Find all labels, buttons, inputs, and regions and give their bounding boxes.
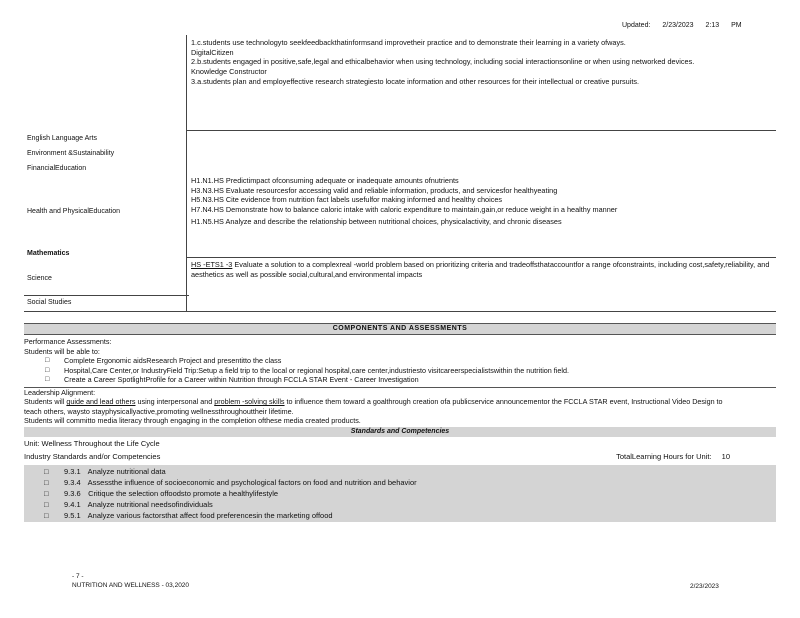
checkbox-icon: □ <box>44 489 49 499</box>
standard-code: 9.3.6 <box>64 489 81 499</box>
tech-heading-digital-citizen: DigitalCitizen <box>191 47 234 57</box>
components-section <box>24 323 776 522</box>
health-standard-h1n1: H1.N1.HS Predictimpact ofconsuming adequate or inadequate amounts ofnutrients <box>191 176 459 185</box>
updated-label: Updated: <box>622 22 651 29</box>
standard-code: 9.4.1 <box>64 500 81 510</box>
checkbox-icon: □ <box>44 500 49 510</box>
health-standard-h7n4: H7.N4.HS Demonstrate how to balance caloric intake with caloric expenditure to maintain,gain,or reduce weight in a healthy manner <box>191 204 618 214</box>
industry-standards-list <box>24 465 776 522</box>
checkbox-icon: □ <box>44 478 49 488</box>
industry-heading: Industry Standards and/or Competencies <box>24 452 161 462</box>
total-hours <box>616 452 730 462</box>
updated-date: 2/23/2023 <box>662 22 694 29</box>
standard-text: Analyze nutritional data <box>87 467 166 477</box>
standard-code: 9.3.1 <box>64 467 81 477</box>
table-row-divider <box>24 295 189 296</box>
subject-science: Science <box>27 275 52 282</box>
science-standard-code: HS -ETS1 -3 <box>191 260 233 269</box>
checkbox-icon: □ <box>45 366 50 374</box>
health-standards-cell <box>191 176 771 226</box>
unit-name: Wellness Throughout the Life Cycle <box>41 438 160 448</box>
list-item <box>24 510 776 521</box>
page-number: - 7 - <box>72 573 84 580</box>
list-item <box>24 366 776 376</box>
tech-standard-1c: 1.c.students use technologyto seekfeedbackthatinformsand improvetheir practice and to demonstrate their learning in a variety ofways. <box>191 38 626 47</box>
tech-standards-cell <box>191 38 771 86</box>
subject-english: English Language Arts <box>27 135 98 142</box>
tech-heading-knowledge-constructor: Knowledge Constructor <box>191 66 267 76</box>
science-standard <box>191 260 771 279</box>
standard-code: 9.5.1 <box>64 511 81 521</box>
standard-text: Analyze nutritional needsofindividuals <box>87 500 213 510</box>
tech-standard-3a: 3.a.students plan and employeffective research strategiesto locate information and other resources for their intellectual or creative pursuits. <box>191 76 640 86</box>
list-item <box>24 477 776 488</box>
subject-mathematics: Mathematics <box>27 250 70 257</box>
subject-environment: Environment &Sustainability <box>27 150 115 157</box>
components-bar: COMPONENTS AND ASSESSMENTS <box>24 323 776 335</box>
industry-header <box>24 452 776 462</box>
table-column-divider <box>186 35 187 311</box>
updated-ampm: PM <box>731 22 742 29</box>
checkbox-icon: □ <box>45 357 50 364</box>
performance-heading: Performance Assessments: <box>24 337 112 346</box>
checkbox-icon: □ <box>44 511 49 521</box>
standard-text: Assessthe influence of socioeconomic and psychological factors on food and nutrition and behavior <box>87 478 417 488</box>
media-literacy-line: Students will committo media literacy through engaging in the completion ofthese media created products. <box>24 416 361 425</box>
subject-social-studies: Social Studies <box>27 299 72 306</box>
updated-stamp <box>622 21 752 30</box>
tech-standard-2b: 2.b.students engaged in positive,safe,legal and ethicalbehavior when using technology, including social interactionsonline or when using networked devices. <box>191 57 695 67</box>
updated-time: 2:13 <box>705 22 720 29</box>
subject-financial: FinancialEducation <box>27 165 87 172</box>
health-standard-h3n3: H3.N3.HS Evaluate resourcesfor accessing valid and reliable information, products, and servicesfor healthyeating <box>191 185 558 195</box>
leadership-text-mid: using interpersonal and <box>135 397 215 406</box>
bullet-text: Complete Ergonomic aidsResearch Project and presentitto the class <box>64 356 282 365</box>
health-standard-h1n5: H1.N5.HS Analyze and describe the relationship between nutritional choices, physicalactivity, and chronic diseases <box>191 216 562 226</box>
table-bottom-border <box>24 311 776 312</box>
unit-label: Unit: <box>24 438 40 448</box>
unit-line <box>24 439 776 449</box>
checkbox-icon: □ <box>45 376 50 383</box>
list-item <box>24 466 776 477</box>
total-hours-value: 10 <box>721 452 730 462</box>
leadership-text <box>24 397 724 416</box>
standard-text: Critique the selection offoodsto promote a healthylifestyle <box>88 489 279 499</box>
standards-competencies-bar: Standards and Competencies <box>24 427 776 437</box>
bullet-text: Hospital,Care Center,or IndustryField Trip:Setup a field trip to the local or regional hospital,care center,industriesto visitcareerspecialistswithin the nutrition field. <box>64 365 569 375</box>
science-standard-text: Evaluate a solution to a complexreal -world problem based on prioritizing criteria and tradeoffsthataccountfor a range ofconstraints, including cost,safety,reliability, and aesthetics as well as possible social,cultural,and environmental impacts <box>191 260 770 279</box>
math-cell-divider <box>187 257 776 258</box>
standard-code: 9.3.4 <box>64 478 81 488</box>
leadership-skill-guide: guide and lead others <box>66 397 136 406</box>
total-hours-label: TotalLearning Hours for Unit: <box>616 452 712 462</box>
standard-text: Analyze various factorsthat affect food preferencesin the marketing offood <box>87 511 333 521</box>
health-standard-h5n3: H5.N3.HS Cite evidence from nutrition fact labels usefulfor making informed and healthy choices <box>191 195 503 205</box>
list-item <box>24 488 776 499</box>
subject-health: Health and PhysicalEducation <box>27 208 121 215</box>
tech-cell-divider <box>187 130 776 131</box>
bullet-text: Create a Career SpotlightProfile for a Career within Nutrition through FCCLA STAR Event - Career Investigation <box>64 375 419 384</box>
leadership-heading: Leadership Alignment: <box>24 387 96 397</box>
students-able-line: Students will be able to: <box>24 346 100 356</box>
list-item <box>24 499 776 510</box>
leadership-text-post: to influence them toward a goalthrough creation ofa publicservice announcementor the FCCLA STAR event, Instructional Video Design to teach others, waysto stayphysicallyactive,promoting wellnessthroughouttheir lifetime. <box>24 397 723 416</box>
list-item <box>24 375 776 385</box>
page-footer <box>72 573 189 591</box>
list-item <box>24 356 776 366</box>
leadership-skill-problem-solving: problem -solving skills <box>214 397 285 406</box>
checkbox-icon: □ <box>44 467 49 477</box>
science-standards-cell <box>191 260 771 279</box>
course-title: NUTRITION AND WELLNESS - 03,2020 <box>72 581 190 589</box>
footer-date: 2/23/2023 <box>690 583 719 590</box>
leadership-text-pre: Students will <box>24 397 67 406</box>
